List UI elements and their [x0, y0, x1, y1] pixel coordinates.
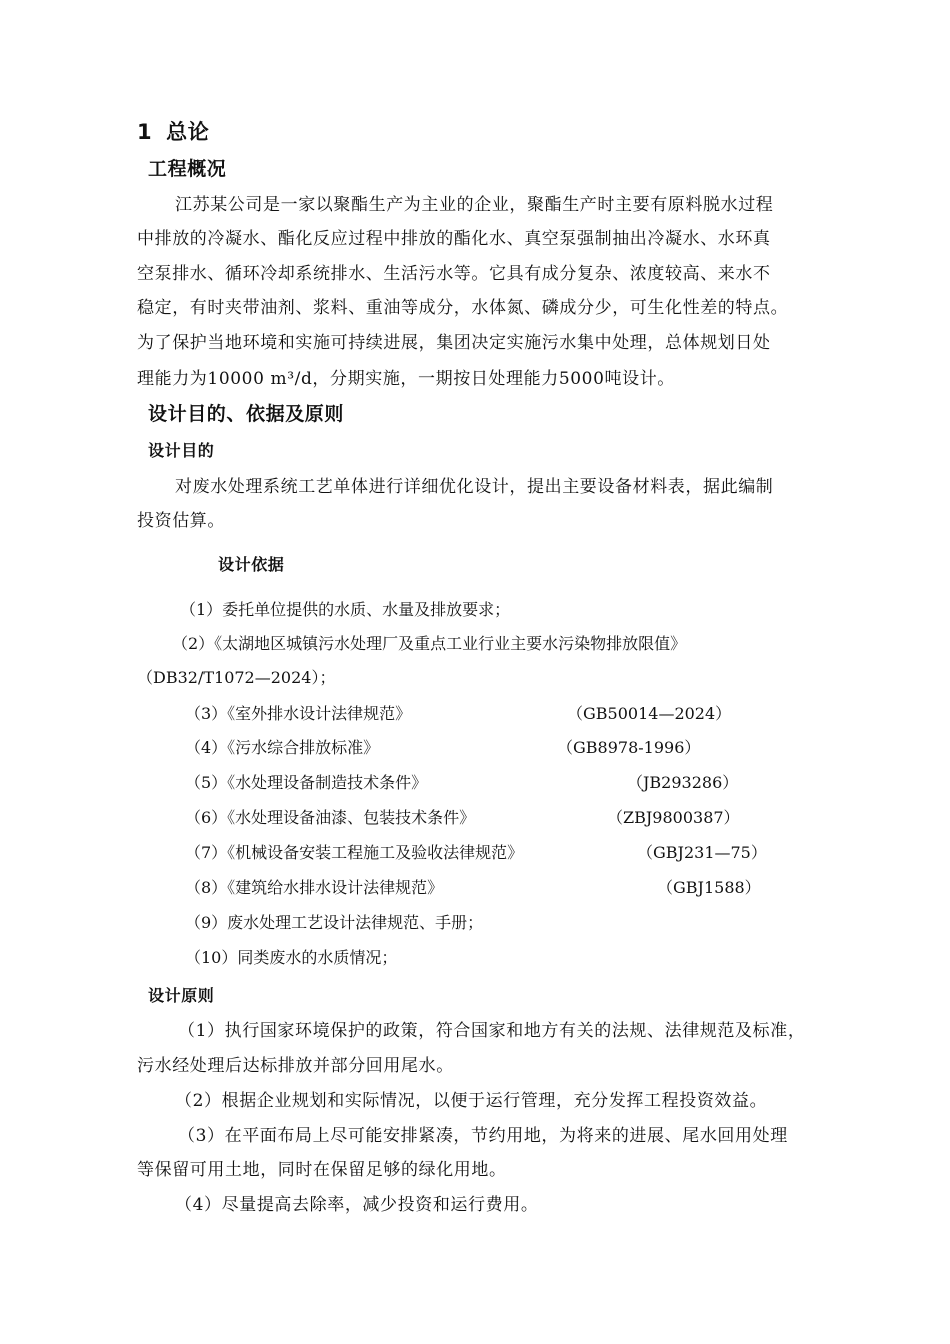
basis-item: （10）同类废水的水质情况； [185, 948, 398, 967]
chapter-number: 1 [137, 120, 153, 144]
standard-title: （6）《水处理设备油漆、包装技术条件》 [185, 808, 476, 827]
basis-item-continuation: （DB32/T1072—2024）； [137, 668, 336, 687]
subsection-heading-principles: 设计原则 [148, 986, 215, 1005]
standard-code: （GB8978-1996） [557, 738, 701, 757]
subsection-heading-purpose: 设计目的 [148, 441, 215, 460]
principle-line: 污水经处理后达标排放并部分回用尾水。 [137, 1056, 454, 1076]
section-heading-overview: 工程概况 [148, 158, 227, 180]
standard-code: （GBJ231—75） [637, 843, 767, 862]
principle-line: （1）执行国家环境保护的政策，符合国家和地方有关的法规、法律规范及标准， [178, 1021, 806, 1041]
standard-code: （JB293286） [627, 773, 739, 792]
principle-line: （3）在平面布局上尽可能安排紧凑，节约用地，为将来的进展、尾水回用处理 [178, 1126, 788, 1146]
basis-item: （1）委托单位提供的水质、水量及排放要求； [180, 600, 511, 619]
overview-line: 稳定，有时夹带油剂、浆料、重油等成分，水体氮、磷成分少，可生化性差的特点。 [137, 298, 789, 318]
overview-line: 为了保护当地环境和实施可持续进展，集团决定实施污水集中处理，总体规划日处 [137, 333, 771, 353]
principle-line: （4）尽量提高去除率，减少投资和运行费用。 [175, 1195, 539, 1215]
standard-code: （GBJ1588） [657, 878, 761, 897]
standard-title: （8）《建筑给水排水设计法律规范》 [185, 878, 444, 897]
standard-title: （4）《污水综合排放标准》 [185, 738, 380, 757]
standard-code: （GB50014—2024） [567, 704, 732, 723]
overview-line: 江苏某公司是一家以聚酯生产为主业的企业，聚酯生产时主要有原料脱水过程 [175, 195, 774, 215]
purpose-line: 对废水处理系统工艺单体进行详细优化设计，提出主要设备材料表，据此编制 [175, 477, 774, 497]
overview-line: 理能力为10000 m³/d，分期实施，一期按日处理能力5000吨设计。 [137, 369, 675, 389]
chapter-heading [137, 118, 209, 146]
standard-title: （3）《室外排水设计法律规范》 [185, 704, 412, 723]
subsection-heading-basis: 设计依据 [218, 555, 285, 574]
overview-line: 空泵排水、循环冷却系统排水、生活污水等。它具有成分复杂、浓度较高、来水不 [137, 264, 771, 284]
standard-code: （ZBJ9800387） [607, 808, 740, 827]
standard-title: （7）《机械设备安装工程施工及验收法律规范》 [185, 843, 524, 862]
overview-line: 中排放的冷凝水、酯化反应过程中排放的酯化水、真空泵强制抽出冷凝水、水环真 [137, 229, 771, 249]
basis-item: （2）《太湖地区城镇污水处理厂及重点工业行业主要水污染物排放限值》 [172, 634, 687, 653]
section-heading-design: 设计目的、依据及原则 [148, 403, 345, 425]
principle-line: （2）根据企业规划和实际情况，以便于运行管理，充分发挥工程投资效益。 [175, 1091, 768, 1111]
basis-item: （9）废水处理工艺设计法律规范、手册； [185, 913, 484, 932]
purpose-line: 投资估算。 [137, 511, 225, 531]
standard-title: （5）《水处理设备制造技术条件》 [185, 773, 428, 792]
chapter-title: 总论 [166, 120, 210, 144]
principle-line: 等保留可用土地，同时在保留足够的绿化用地。 [137, 1160, 507, 1180]
